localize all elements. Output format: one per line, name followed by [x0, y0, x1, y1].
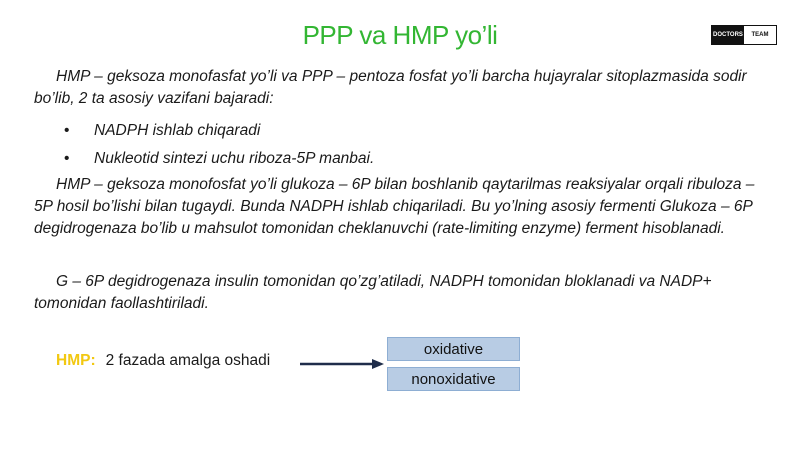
doctors-team-logo	[711, 25, 777, 45]
bullet-text: Nukleotid sintezi uchu riboza-5P manbai.	[94, 150, 375, 167]
intro-paragraph: HMP – geksoza monofasfat yo’li va PPP – pentoza fosfat yo’li barcha hujayralar sitoplazmasida sodir bo’lib, 2 ta asosiy vazifani bajaradi:	[34, 68, 747, 107]
phase-oxidative-box: oxidative	[387, 337, 520, 361]
hmp-label: HMP:	[56, 352, 96, 369]
hmp-description-paragraph: HMP – geksoza monofosfat yo’li glukoza – 6P bilan boshlanib qaytarilmas reaksiyalar orqali ribuloza – 5P hosil bo’lishi bilan tugaydi. Bunda NADPH ishlab chiqariladi. Bu yo’lning asosiy fermenti Glukoza – 6P degidrogenaza bo’lib u mahsulot tomonidan cheklanuvchi (rate-limiting enzyme) ferment hisoblanadi.	[34, 176, 755, 237]
bullet-dot-icon: •	[64, 150, 70, 167]
list-item	[64, 118, 374, 144]
hmp-phases-row	[56, 352, 270, 370]
logo-left-text: DOCTORS	[712, 26, 744, 44]
bullet-dot-icon: •	[64, 122, 70, 139]
hmp-phases-text: 2 fazada amalga oshadi	[105, 352, 271, 369]
g6p-regulation-paragraph: G – 6P degidrogenaza insulin tomonidan qo’zg’atiladi, NADPH tomonidan bloklanadi va NADP+ tomonidan faollashtiriladi.	[34, 273, 712, 312]
slide-title: PPP va HMP yo’li	[302, 20, 498, 50]
bullet-list	[64, 118, 374, 174]
list-item	[64, 146, 374, 172]
arrow-right-icon	[300, 357, 384, 371]
bullet-text: NADPH ishlab chiqaradi	[94, 122, 261, 139]
phase-nonoxidative-box: nonoxidative	[387, 367, 520, 391]
logo-right-text: TEAM	[751, 32, 769, 38]
